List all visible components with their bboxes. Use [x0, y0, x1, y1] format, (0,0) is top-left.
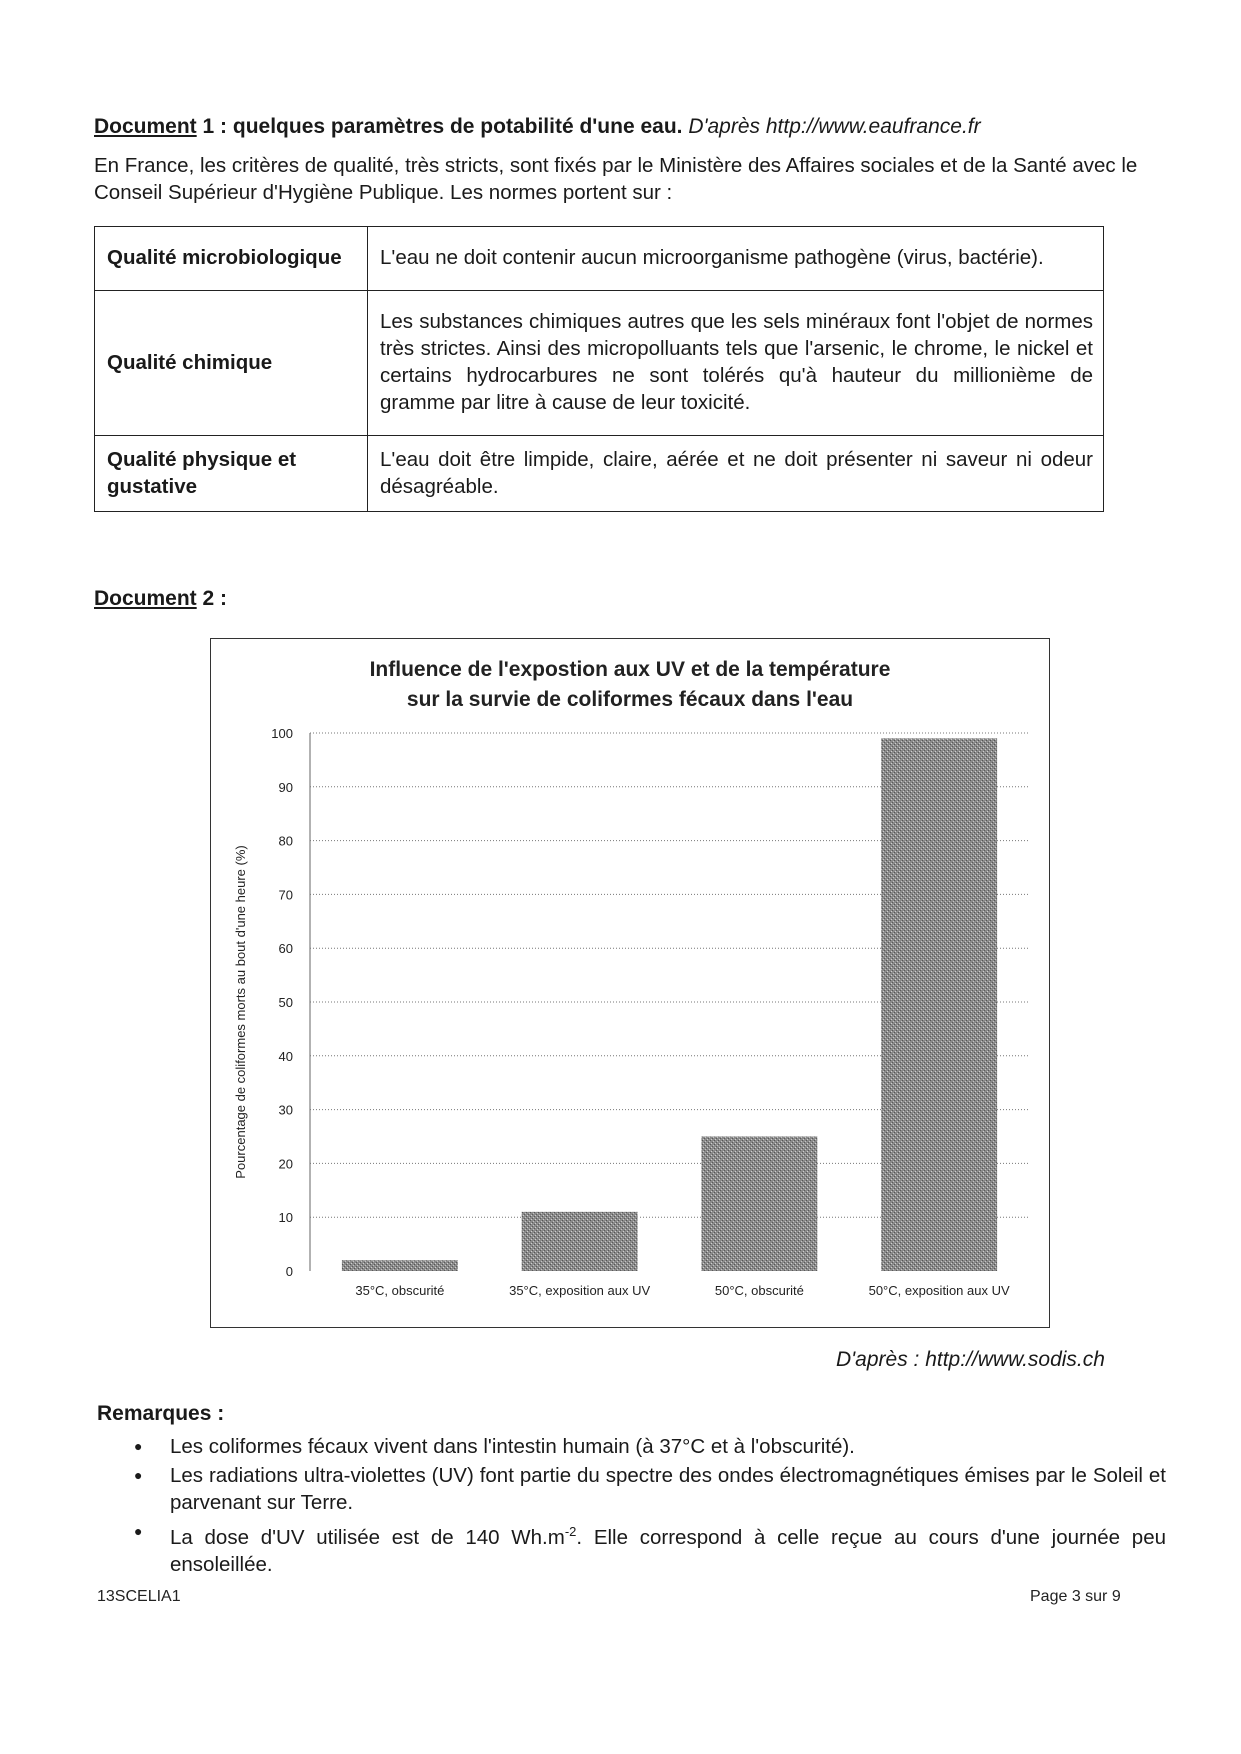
chart-container [210, 638, 1050, 1328]
row-label: Qualité physique et gustative [95, 436, 368, 512]
remark-text: Les radiations ultra-violettes (UV) font partie du spectre des ondes électromagnétiques émises par le Soleil et parvenant sur Terre. [170, 1464, 1166, 1514]
x-tick-label: 35°C, obscurité [355, 1283, 445, 1298]
x-tick-label: 35°C, exposition aux UV [509, 1283, 651, 1298]
list-item [128, 1462, 1166, 1516]
remark-text-part: La dose d'UV utilisée est de 140 Wh.m [170, 1525, 565, 1549]
y-tick-label: 100 [271, 726, 293, 741]
x-tick-label: 50°C, obscurité [714, 1283, 804, 1298]
table-row [95, 227, 1104, 291]
remark-text: Les coliformes fécaux vivent dans l'intestin humain (à 37°C et à l'obscurité). [170, 1435, 855, 1458]
footer-code: 13SCELIA1 [97, 1588, 181, 1605]
remark-text [170, 1526, 1166, 1576]
doc1-label: Document [94, 115, 197, 138]
table-row [95, 291, 1104, 436]
bar [701, 1137, 817, 1272]
bar-layer [342, 738, 997, 1271]
row-text: L'eau doit être limpide, claire, aérée et ne doit présenter ni saveur ni odeur désagréable. [368, 436, 1104, 512]
bar [342, 1260, 458, 1271]
remarks-title: Remarques : [97, 1402, 225, 1425]
bullet-icon: ● [134, 1523, 143, 1539]
x-tick-label: 50°C, exposition aux UV [868, 1283, 1010, 1298]
doc2-heading [94, 586, 227, 612]
row-text: L'eau ne doit contenir aucun microorganisme pathogène (virus, bactérie). [368, 227, 1104, 291]
y-tick-label: 40 [278, 1048, 293, 1064]
y-tick-label: 20 [278, 1156, 293, 1172]
doc2-number: 2 : [196, 587, 228, 610]
y-tick-label: 50 [278, 995, 293, 1010]
y-tick-label: 90 [278, 779, 293, 795]
bar [881, 738, 997, 1271]
bar-chart [211, 639, 1049, 1327]
doc1-title: quelques paramètres de potabilité d'une eau. [232, 115, 683, 138]
doc2-source: D'après : http://www.sodis.ch [836, 1348, 1105, 1371]
doc1-source: D'après http://www.eaufrance.fr [682, 115, 981, 138]
doc1-number: 1 : [196, 115, 233, 138]
y-tick-label: 30 [278, 1102, 293, 1118]
y-tick-label: 10 [278, 1210, 293, 1226]
list-item [128, 1518, 1166, 1578]
footer-page: Page 3 sur 9 [1030, 1588, 1121, 1605]
remark-text-part: . Elle correspond à celle reçue au cours d'une journée peu ensoleillée. [170, 1525, 1167, 1576]
doc1-heading [94, 114, 1194, 140]
bullet-icon: ● [134, 1467, 143, 1483]
criteria-table [94, 226, 1104, 512]
doc2-label: Document [94, 587, 197, 610]
y-tick-label: 60 [278, 941, 293, 957]
table-row [95, 436, 1104, 512]
y-tick-label: 70 [278, 887, 293, 903]
bullet-icon: ● [134, 1438, 143, 1454]
exponent: -2 [564, 1524, 577, 1539]
bar [522, 1212, 638, 1271]
row-label: Qualité chimique [95, 291, 368, 436]
row-label: Qualité microbiologique [95, 227, 368, 291]
chart-title-line2: sur la survie de coliformes fécaux dans l'eau [406, 688, 854, 711]
remarks-list [128, 1433, 1166, 1580]
y-tick-label: 80 [278, 833, 293, 849]
y-axis-label: Pourcentage de coliformes morts au bout d'une heure (%) [233, 845, 248, 1179]
doc1-intro: En France, les critères de qualité, très stricts, sont fixés par le Ministère des Affaires sociales et de la Santé avec le Conseil Supérieur d'Hygiène Publique. Les normes portent sur : [94, 154, 1138, 204]
y-tick-label: 0 [285, 1264, 293, 1279]
row-text: Les substances chimiques autres que les sels minéraux font l'objet de normes très strictes. Ainsi des micropolluants tels que l'arsenic, le chrome, le nickel et certains hydrocarbures ne sont tolérés qu'à hauteur du millionième de gramme par litre à cause de leur toxicité. [368, 291, 1104, 436]
list-item [128, 1433, 1166, 1460]
chart-title-line1: Influence de l'expostion aux UV et de la température [369, 658, 891, 681]
